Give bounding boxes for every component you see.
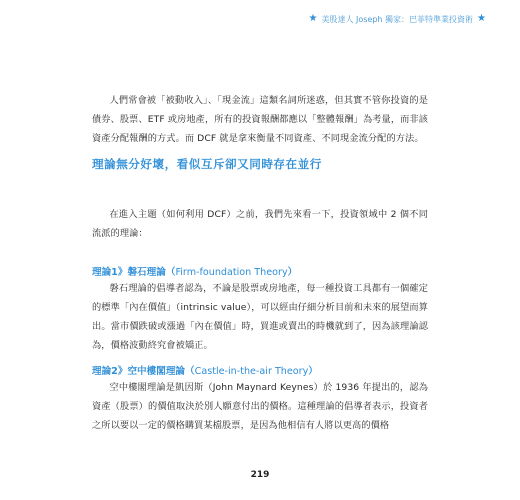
- running-header-text: 美股達人 Joseph 獨家：巴菲特準業投資術: [321, 14, 474, 24]
- theory1-heading-close: ）: [287, 267, 298, 278]
- theory1-heading: [92, 264, 297, 278]
- page-number: 219: [250, 470, 270, 480]
- section-heading: 理論無分好壞，看似互斥卻又同時存在並行: [92, 157, 322, 171]
- running-header: [308, 12, 486, 26]
- theory2-heading-close: ）: [308, 366, 318, 377]
- section-intro-paragraph: 在進入主題（如何利用 DCF）之前，我們先來看一下，投資領域中 2 個不同流派的理論：: [92, 209, 428, 239]
- theory2-paragraph: 空中樓閣理論是凱因斯（John Maynard Keynes）於 1936 年提出的，認為資產（股票）的價值取決於別人願意付出的價格。這種理論的倡導者表示，投資者之所以要以一定的價格購買某檔股票，是因為他相信有人將以更高的價格: [92, 382, 428, 431]
- theory2-heading-zh: 理論2》空中樓閣理論（: [92, 366, 195, 377]
- intro-paragraph: 人們常會被「被動收入」、「現金流」這類名詞所迷惑，但其實不管你投資的是債券、股票、ETF 或房地產，所有的投資報酬都應以「整體報酬」為考量，而非該資產分配報酬的方式。而 DCF 就是拿來衡量不同資產、不同現金流分配的方法。: [92, 95, 428, 144]
- theory1-paragraph: 磐石理論的倡導者認為，不論是股票或房地產，每一種投資工具都有一個確定的標準「內在價值」（intrinsic value），可以經由仔細分析目前和未來的展望而算出。當市價跌破或漲過「內在價值」時，買進或賣出的時機就到了，因為該理論認為，價格波動終究會被矯正。: [92, 283, 428, 351]
- theory1-heading-zh: 理論1》磐石理論（: [92, 267, 176, 278]
- theory2-heading-en: Castle-in-the-air Theory: [194, 366, 309, 377]
- theory1-heading-en: Firm-foundation Theory: [175, 267, 288, 278]
- theory2-heading: [92, 363, 318, 377]
- star-icon: ★: [477, 13, 486, 24]
- star-icon: ★: [308, 13, 318, 24]
